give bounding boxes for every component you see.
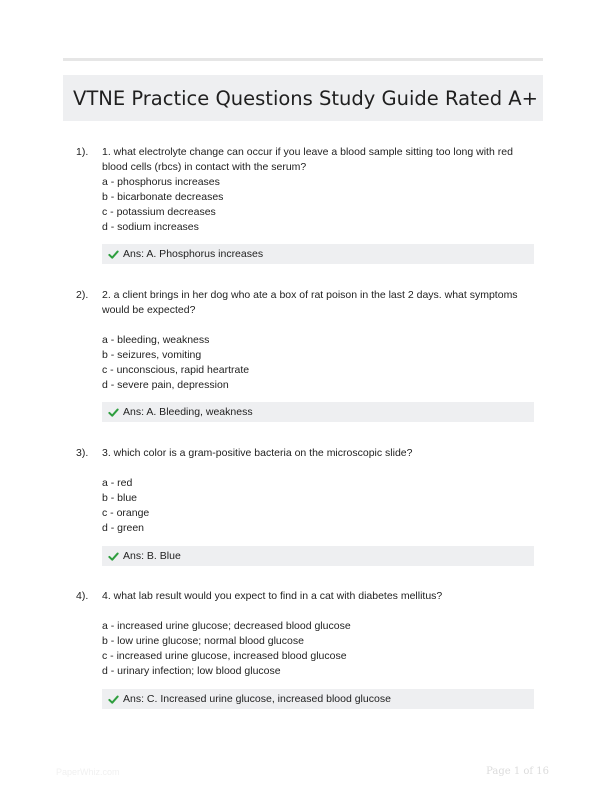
option-b: b - low urine glucose; normal blood glucose [102,635,304,647]
option-d: d - urinary infection; low blood glucose [102,665,281,677]
page-indicator: Page 1 of 16 [486,766,549,777]
question-text: 2. a client brings in her dog who ate a box of rat poison in the last 2 days. what symptoms would be expected? [102,289,518,316]
option-list [102,476,532,536]
answer-text: Ans: A. Phosphorus increases [123,248,264,260]
document-title: VTNE Practice Questions Study Guide Rated A+ [73,86,538,110]
option-list [102,175,532,235]
option-b: b - blue [102,492,138,504]
question-text: 1. what electrolyte change can occur if you leave a blood sample sitting too long with red blood cells (rbcs) in contact with the serum? [102,146,513,173]
option-list [102,333,532,393]
answer-box [102,244,534,264]
question-text: 3. which color is a gram-positive bacteria on the microscopic slide? [102,447,413,459]
question-body [102,288,532,393]
question-number: 2). [76,289,89,301]
question-text: 4. what lab result would you expect to find in a cat with diabetes mellitus? [102,590,443,602]
top-divider [63,58,543,61]
option-d: d - green [102,522,145,534]
check-icon [108,694,119,705]
option-c: c - unconscious, rapid heartrate [102,364,250,376]
question-body [102,145,532,235]
option-d: d - sodium increases [102,221,199,233]
option-c: c - potassium decreases [102,206,216,218]
check-icon [108,551,119,562]
answer-text: Ans: B. Blue [123,550,181,562]
option-d: d - severe pain, depression [102,379,229,391]
question-number: 4). [76,590,89,602]
option-c: c - increased urine glucose, increased blood glucose [102,650,347,662]
question-number: 1). [76,146,89,158]
option-a: a - increased urine glucose; decreased blood glucose [102,620,351,632]
answer-box [102,402,534,422]
check-icon [108,407,119,418]
footer-watermark: PaperWhiz.com [56,767,120,777]
option-a: a - phosphorus increases [102,176,220,188]
option-c: c - orange [102,507,150,519]
question-body [102,446,532,536]
option-list [102,619,532,679]
question-body [102,589,532,679]
option-b: b - bicarbonate decreases [102,191,224,203]
option-b: b - seizures, vomiting [102,349,202,361]
answer-text: Ans: C. Increased urine glucose, increased blood glucose [123,693,391,705]
option-a: a - red [102,477,133,489]
answer-text: Ans: A. Bleeding, weakness [123,406,253,418]
check-icon [108,249,119,260]
option-a: a - bleeding, weakness [102,334,210,346]
answer-box [102,689,534,709]
title-banner [63,75,543,121]
question-number: 3). [76,447,89,459]
answer-box [102,546,534,566]
